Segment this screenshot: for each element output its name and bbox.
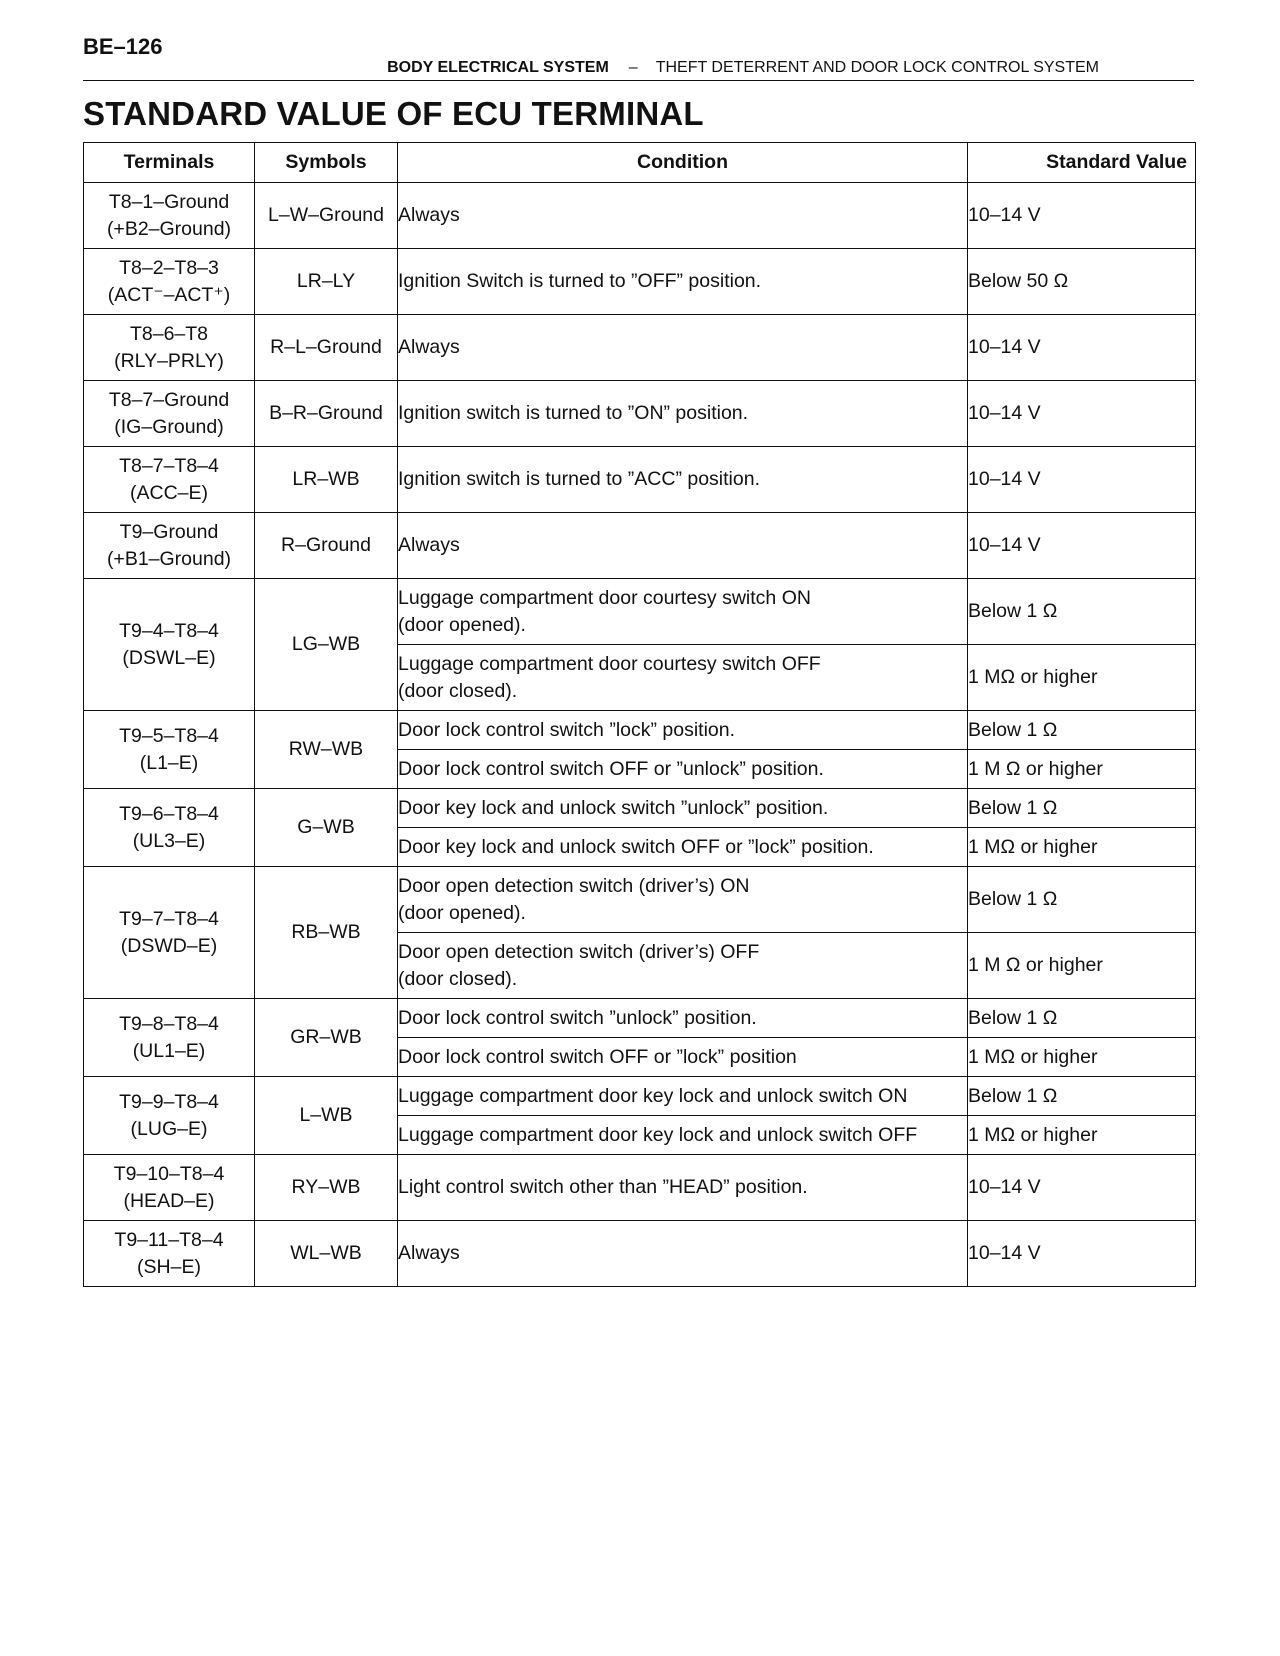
- terminal-signal: (L1–E): [139, 751, 199, 774]
- standard-value-cell: 10–14 V: [968, 1155, 1196, 1221]
- terminal-id: T9–10–T8–4: [113, 1162, 225, 1185]
- symbol-cell: L–W–Ground: [255, 183, 398, 249]
- condition-cell: [398, 513, 968, 579]
- terminal-cell: [84, 999, 255, 1077]
- terminal-signal: (DSWL–E): [122, 646, 216, 669]
- condition-cell: [398, 933, 968, 999]
- terminal-cell: [84, 1155, 255, 1221]
- condition-cell: [398, 828, 968, 867]
- symbol-cell: LR–LY: [255, 249, 398, 315]
- running-header: [83, 58, 1194, 81]
- header-section: THEFT DETERRENT AND DOOR LOCK CONTROL SYSTEM: [655, 59, 1099, 76]
- terminal-id: T9–11–T8–4: [114, 1228, 224, 1251]
- standard-value-cell: 10–14 V: [968, 1221, 1196, 1287]
- condition-text: Luggage compartment door courtesy switch ON: [398, 586, 811, 609]
- condition-cell: [398, 750, 968, 789]
- table-row: [84, 315, 1196, 381]
- symbol-cell: RB–WB: [255, 867, 398, 999]
- standard-value-cell: 10–14 V: [968, 447, 1196, 513]
- condition-text: Door lock control switch ”unlock” position.: [398, 1006, 757, 1029]
- standard-value-cell: 1 MΩ or higher: [968, 1038, 1196, 1077]
- symbol-cell: R–Ground: [255, 513, 398, 579]
- table-row: [84, 1221, 1196, 1287]
- standard-value-cell: Below 1 Ω: [968, 789, 1196, 828]
- terminal-signal: (HEAD–E): [123, 1189, 215, 1212]
- standard-value-cell: 1 M Ω or higher: [968, 933, 1196, 999]
- condition-text: Door open detection switch (driver’s) ON: [398, 874, 750, 897]
- condition-cell: [398, 1077, 968, 1116]
- terminal-id: T9–7–T8–4: [119, 907, 219, 930]
- symbol-cell: WL–WB: [255, 1221, 398, 1287]
- standard-value-cell: 1 M Ω or higher: [968, 750, 1196, 789]
- condition-text: Light control switch other than ”HEAD” position.: [398, 1176, 808, 1198]
- table-row: [84, 183, 1196, 249]
- terminal-signal: (SH–E): [137, 1255, 201, 1278]
- terminal-id: T8–7–T8–4: [119, 454, 219, 477]
- running-header-text: [387, 59, 1099, 77]
- ecu-terminal-table: [83, 142, 1196, 1287]
- terminal-signal: (ACT⁻–ACT⁺): [107, 283, 231, 306]
- table-body: [84, 183, 1196, 1287]
- standard-value-cell: Below 1 Ω: [968, 867, 1196, 933]
- standard-value-cell: 1 MΩ or higher: [968, 828, 1196, 867]
- terminal-id: T9–6–T8–4: [119, 802, 219, 825]
- symbol-cell: LG–WB: [255, 579, 398, 711]
- standard-value-cell: Below 1 Ω: [968, 1077, 1196, 1116]
- condition-cell: [398, 1116, 968, 1155]
- terminal-cell: [84, 789, 255, 867]
- condition-text: Door key lock and unlock switch ”unlock” position.: [398, 796, 829, 819]
- table-row: [84, 447, 1196, 513]
- table-row: [84, 579, 1196, 645]
- terminal-cell: [84, 249, 255, 315]
- table-row: [84, 711, 1196, 750]
- condition-cell: [398, 711, 968, 750]
- condition-text: Door lock control switch OFF or ”unlock” position.: [398, 757, 824, 780]
- table-row: [84, 1077, 1196, 1116]
- terminal-id: T9–Ground: [119, 520, 219, 543]
- condition-cell: [398, 1155, 968, 1221]
- terminal-cell: [84, 1221, 255, 1287]
- condition-note: (door closed).: [398, 679, 518, 702]
- terminal-cell: [84, 711, 255, 789]
- standard-value-cell: Below 1 Ω: [968, 999, 1196, 1038]
- condition-text: Door lock control switch ”lock” position.: [398, 718, 736, 741]
- terminal-cell: [84, 183, 255, 249]
- condition-note: (door closed).: [398, 967, 518, 990]
- standard-value-cell: Below 1 Ω: [968, 711, 1196, 750]
- condition-cell: [398, 579, 968, 645]
- terminal-signal: (RLY–PRLY): [114, 349, 224, 372]
- terminal-id: T9–5–T8–4: [119, 724, 219, 747]
- symbol-cell: LR–WB: [255, 447, 398, 513]
- symbol-cell: RY–WB: [255, 1155, 398, 1221]
- table-row: [84, 249, 1196, 315]
- terminal-id: T9–4–T8–4: [119, 619, 219, 642]
- table-row: [84, 513, 1196, 579]
- condition-text: Always: [398, 534, 460, 556]
- header-terminals: Terminals: [84, 143, 255, 183]
- header-standard-value: Standard Value: [968, 143, 1196, 183]
- header-symbols: Symbols: [255, 143, 398, 183]
- terminal-cell: [84, 579, 255, 711]
- condition-text: Ignition Switch is turned to ”OFF” position.: [398, 270, 762, 292]
- terminal-id: T8–7–Ground: [108, 388, 230, 411]
- terminal-cell: [84, 1077, 255, 1155]
- condition-cell: [398, 999, 968, 1038]
- terminal-id: T8–1–Ground: [108, 190, 230, 213]
- terminal-signal: (+B2–Ground): [106, 217, 232, 240]
- condition-cell: [398, 645, 968, 711]
- standard-value-cell: 10–14 V: [968, 381, 1196, 447]
- condition-text: Ignition switch is turned to ”ON” position.: [398, 402, 749, 424]
- terminal-signal: (DSWD–E): [120, 934, 218, 957]
- standard-value-cell: Below 50 Ω: [968, 249, 1196, 315]
- condition-cell: [398, 1038, 968, 1077]
- condition-cell: [398, 447, 968, 513]
- standard-value-cell: 10–14 V: [968, 513, 1196, 579]
- condition-cell: [398, 1221, 968, 1287]
- condition-text: Door lock control switch OFF or ”lock” position: [398, 1045, 797, 1068]
- header-separator: –: [628, 59, 638, 76]
- condition-text: Luggage compartment door key lock and unlock switch OFF: [398, 1123, 918, 1146]
- terminal-signal: (UL1–E): [132, 1039, 206, 1062]
- condition-cell: [398, 867, 968, 933]
- table-header-row: [84, 143, 1196, 183]
- table-row: [84, 999, 1196, 1038]
- terminal-cell: [84, 381, 255, 447]
- terminal-signal: (IG–Ground): [114, 415, 224, 438]
- terminal-id: T8–2–T8–3: [119, 256, 219, 279]
- symbol-cell: R–L–Ground: [255, 315, 398, 381]
- condition-text: Luggage compartment door courtesy switch OFF: [398, 652, 821, 675]
- terminal-signal: (+B1–Ground): [106, 547, 232, 570]
- condition-text: Always: [398, 204, 460, 226]
- section-title: STANDARD VALUE OF ECU TERMINAL: [83, 95, 704, 132]
- symbol-cell: L–WB: [255, 1077, 398, 1155]
- header-system: BODY ELECTRICAL SYSTEM: [387, 59, 609, 76]
- condition-text: Always: [398, 336, 460, 358]
- condition-cell: [398, 789, 968, 828]
- standard-value-cell: 10–14 V: [968, 315, 1196, 381]
- terminal-signal: (ACC–E): [129, 481, 208, 504]
- condition-note: (door opened).: [398, 901, 526, 924]
- table-row: [84, 867, 1196, 933]
- terminal-cell: [84, 867, 255, 999]
- terminal-id: T9–8–T8–4: [119, 1012, 219, 1035]
- condition-cell: [398, 249, 968, 315]
- header-condition: Condition: [398, 143, 968, 183]
- condition-text: Ignition switch is turned to ”ACC” position.: [398, 468, 760, 490]
- standard-value-cell: 10–14 V: [968, 183, 1196, 249]
- symbol-cell: RW–WB: [255, 711, 398, 789]
- terminal-cell: [84, 315, 255, 381]
- terminal-signal: (LUG–E): [130, 1117, 208, 1140]
- condition-text: Always: [398, 1242, 460, 1264]
- condition-note: (door opened).: [398, 613, 526, 636]
- condition-cell: [398, 315, 968, 381]
- symbol-cell: B–R–Ground: [255, 381, 398, 447]
- condition-text: Door open detection switch (driver’s) OFF: [398, 940, 760, 963]
- condition-cell: [398, 381, 968, 447]
- condition-cell: [398, 183, 968, 249]
- condition-text: Door key lock and unlock switch OFF or ”lock” position.: [398, 835, 874, 858]
- symbol-cell: G–WB: [255, 789, 398, 867]
- symbol-cell: GR–WB: [255, 999, 398, 1077]
- table-row: [84, 789, 1196, 828]
- standard-value-cell: Below 1 Ω: [968, 579, 1196, 645]
- table-row: [84, 381, 1196, 447]
- table-row: [84, 1155, 1196, 1221]
- condition-text: Luggage compartment door key lock and unlock switch ON: [398, 1084, 908, 1107]
- terminal-id: T8–6–T8: [129, 322, 209, 345]
- terminal-cell: [84, 447, 255, 513]
- standard-value-cell: 1 MΩ or higher: [968, 645, 1196, 711]
- page-number: BE–126: [83, 34, 163, 59]
- standard-value-cell: 1 MΩ or higher: [968, 1116, 1196, 1155]
- terminal-signal: (UL3–E): [132, 829, 206, 852]
- terminal-cell: [84, 513, 255, 579]
- terminal-id: T9–9–T8–4: [119, 1090, 219, 1113]
